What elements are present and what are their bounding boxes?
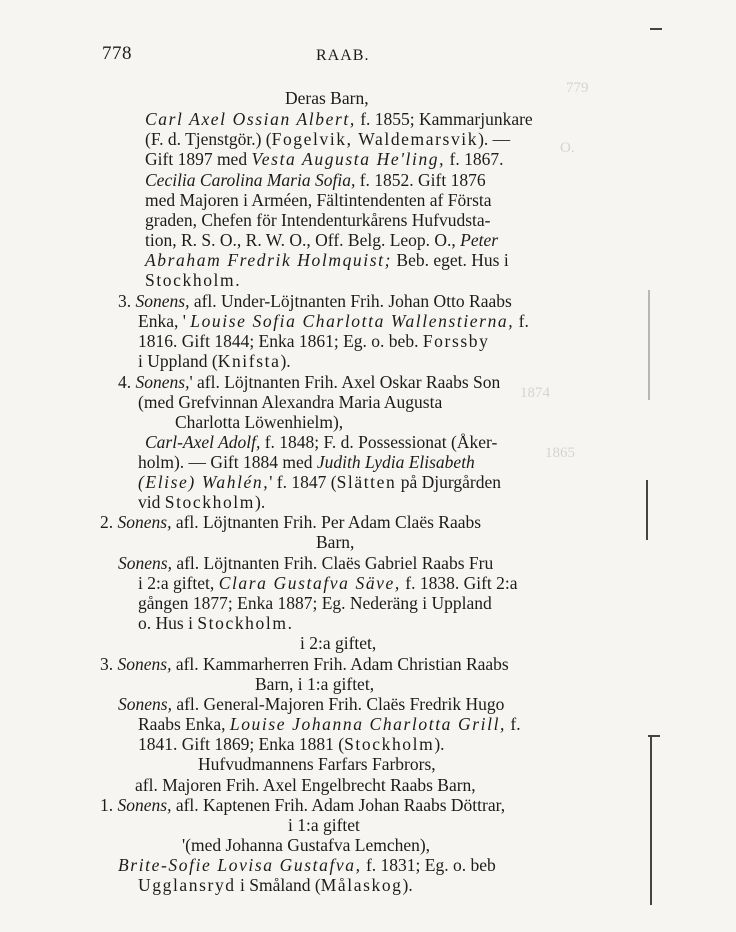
text-run: i 2:a giftet, xyxy=(138,573,219,593)
bleed-text: 1874 xyxy=(520,385,550,401)
text-line xyxy=(138,452,475,472)
text-run: Carl-Axel Adolf, xyxy=(145,432,261,452)
text-line xyxy=(138,573,518,593)
text-line xyxy=(138,492,265,512)
text-line xyxy=(138,331,489,351)
text-run: afl. General-Majoren Frih. Claës Fredrik Hugo xyxy=(171,694,505,714)
text-run: Stockholm xyxy=(197,613,288,633)
text-run: med Majoren i Arméen, Fältintendenten af Första xyxy=(145,190,492,210)
text-run: . xyxy=(287,613,292,633)
text-run: på Djurgården xyxy=(396,472,502,492)
text-line xyxy=(145,250,509,270)
text-run: Målaskog xyxy=(320,875,403,895)
text-line xyxy=(145,432,497,452)
text-line xyxy=(118,291,512,311)
text-run: afl. Löjtnanten Frih. Per Adam Claës Raabs xyxy=(171,512,482,532)
bleed-text: 1865 xyxy=(545,445,575,461)
text-run: f. xyxy=(514,311,529,331)
text-line xyxy=(118,553,493,573)
text-run: (Elise) Wahlén, xyxy=(138,472,270,492)
text-run: gången 1877; Enka 1887; Eg. Nederäng i Uppland xyxy=(138,593,492,613)
text-run: i 1:a giftet xyxy=(288,815,360,835)
text-run: Beb. eget. Hus i xyxy=(392,250,509,270)
text-run: 4. xyxy=(118,372,136,392)
text-run: f. 1867. xyxy=(445,149,504,169)
text-line xyxy=(138,613,292,633)
running-title: RAAB. xyxy=(316,47,370,64)
text-line xyxy=(145,230,498,250)
text-run: Hufvudmannens Farfars Farbrors, xyxy=(198,754,436,774)
text-run: Sonens, xyxy=(117,795,172,815)
text-run: Barn, i 1:a giftet, xyxy=(255,674,375,694)
text-line xyxy=(138,714,521,734)
text-line xyxy=(100,512,481,532)
text-run: 3. xyxy=(118,291,136,311)
margin-tick xyxy=(650,28,662,30)
text-line xyxy=(198,754,436,774)
text-run: 1841. Gift 1869; Enka 1881 ( xyxy=(138,734,345,754)
text-run: Sonens, xyxy=(135,372,190,392)
text-run: Stockholm xyxy=(145,270,236,290)
text-run: f. 1831; Eg. o. beb xyxy=(361,855,496,875)
text-run: ' f. 1847 ( xyxy=(269,472,337,492)
text-run: (med Grefvinnan Alexandra Maria Augusta xyxy=(138,392,443,412)
text-run: Ugglansryd xyxy=(138,875,236,895)
text-run: Sonens, xyxy=(118,694,172,714)
text-run: Forssby xyxy=(422,331,490,351)
text-run: Stockholm xyxy=(164,492,255,512)
text-run: Vesta Augusta He'ling, xyxy=(251,149,446,169)
text-run: i 2:a giftet, xyxy=(300,633,377,653)
page-number: 778 xyxy=(102,43,132,64)
text-line xyxy=(175,412,343,432)
text-run: tion, R. S. O., R. W. O., Off. Belg. Leop. O., xyxy=(145,230,461,250)
text-run: 2. xyxy=(100,512,118,532)
text-line xyxy=(138,593,492,613)
text-run: afl. Under-Löjtnanten Frih. Johan Otto Raabs xyxy=(189,291,512,311)
text-run: f. 1848; F. d. Possessionat (Åker- xyxy=(260,432,498,452)
text-run: Brite-Sofie Lovisa Gustafva, xyxy=(118,855,362,875)
margin-line xyxy=(648,290,650,400)
text-line xyxy=(145,129,510,149)
text-run: (F. d. Tjenstgör.) ( xyxy=(145,129,272,149)
text-run: 1. xyxy=(100,795,118,815)
text-run: Abraham Fredrik Holmquist; xyxy=(145,250,393,270)
text-line xyxy=(145,109,533,129)
text-line xyxy=(145,210,491,230)
text-run: f. 1855; Kammarjunkare xyxy=(355,109,533,129)
text-run: i Uppland ( xyxy=(138,351,218,371)
text-run: ). xyxy=(255,492,266,512)
text-run: Fogelvik, Waldemarsvik xyxy=(271,129,479,149)
text-run: o. Hus i xyxy=(138,613,198,633)
text-line xyxy=(118,694,504,714)
text-line xyxy=(118,855,496,875)
text-run: . xyxy=(235,270,240,290)
text-line xyxy=(300,633,376,653)
text-run: afl. Majoren Frih. Axel Engelbrecht Raabs Barn, xyxy=(135,775,476,795)
text-run: Stockholm xyxy=(344,734,435,754)
text-run: Enka, ' xyxy=(138,311,191,331)
text-line xyxy=(145,190,492,210)
text-run: ' afl. Löjtnanten Frih. Axel Oskar Raabs Son xyxy=(189,372,501,392)
text-run: Charlotta Löwenhielm), xyxy=(175,412,344,432)
text-run: Raabs Enka, xyxy=(138,714,230,734)
text-run: 1816. Gift 1844; Enka 1861; Eg. o. beb. xyxy=(138,331,423,351)
text-run: Barn, xyxy=(316,532,355,552)
text-line xyxy=(145,149,503,169)
text-run: Gift 1897 med xyxy=(145,149,252,169)
text-run: Carl Axel Ossian Albert, xyxy=(145,109,356,129)
text-run: Clara Gustafva Säve, xyxy=(218,573,401,593)
text-run: f. xyxy=(506,714,521,734)
text-line xyxy=(288,815,360,835)
text-line xyxy=(285,88,369,108)
text-line xyxy=(138,392,442,412)
text-run: ). — xyxy=(478,129,511,149)
text-run: 3. xyxy=(100,654,118,674)
text-line xyxy=(138,734,445,754)
margin-line xyxy=(646,480,648,540)
text-line xyxy=(145,170,486,190)
text-run: afl. Kammarherren Frih. Adam Christian Raabs xyxy=(171,654,509,674)
text-run: Sonens, xyxy=(118,553,172,573)
text-run: afl. Löjtnanten Frih. Claës Gabriel Raabs Fru xyxy=(171,553,494,573)
margin-tick xyxy=(648,735,660,737)
text-line xyxy=(316,532,354,552)
text-run: Knifsta xyxy=(217,351,281,371)
text-run: Slätten xyxy=(336,472,397,492)
text-line xyxy=(182,835,430,855)
text-line xyxy=(138,311,529,331)
margin-line xyxy=(650,735,652,905)
text-run: Louise Sofia Charlotta Wallenstierna, xyxy=(190,311,515,331)
text-line xyxy=(138,875,413,895)
text-run: Judith Lydia Elisabeth xyxy=(316,452,475,472)
text-run: ). xyxy=(402,875,413,895)
text-run: Deras Barn, xyxy=(285,88,369,108)
text-line xyxy=(255,674,374,694)
text-line xyxy=(138,472,501,492)
text-run: vid xyxy=(138,492,165,512)
text-line xyxy=(145,270,240,290)
text-run: holm). — Gift 1884 med xyxy=(138,452,317,472)
text-run: '(med Johanna Gustafva Lemchen), xyxy=(182,835,431,855)
text-run: Sonens, xyxy=(135,291,190,311)
text-line xyxy=(138,351,291,371)
text-run: f. 1852. Gift 1876 xyxy=(355,170,486,190)
text-line xyxy=(100,795,505,815)
bleed-text: 779 xyxy=(566,80,589,96)
text-run: Peter xyxy=(460,230,499,250)
text-run: f. 1838. Gift 2:a xyxy=(400,573,518,593)
text-run: Cecilia Carolina Maria Sofia, xyxy=(145,170,356,190)
text-run: i Småland ( xyxy=(235,875,321,895)
text-run: Louise Johanna Charlotta Grill, xyxy=(229,714,507,734)
text-run: ). xyxy=(434,734,445,754)
bleed-text: O. xyxy=(560,140,575,156)
text-run: graden, Chefen för Intendenturkårens Hufvudsta- xyxy=(145,210,491,230)
text-run: afl. Kaptenen Frih. Adam Johan Raabs Döttrar, xyxy=(171,795,506,815)
text-run: Sonens, xyxy=(117,654,172,674)
text-line xyxy=(135,775,476,795)
text-run: Sonens, xyxy=(117,512,172,532)
text-line xyxy=(100,654,509,674)
text-line xyxy=(118,372,500,392)
text-run: ). xyxy=(280,351,291,371)
